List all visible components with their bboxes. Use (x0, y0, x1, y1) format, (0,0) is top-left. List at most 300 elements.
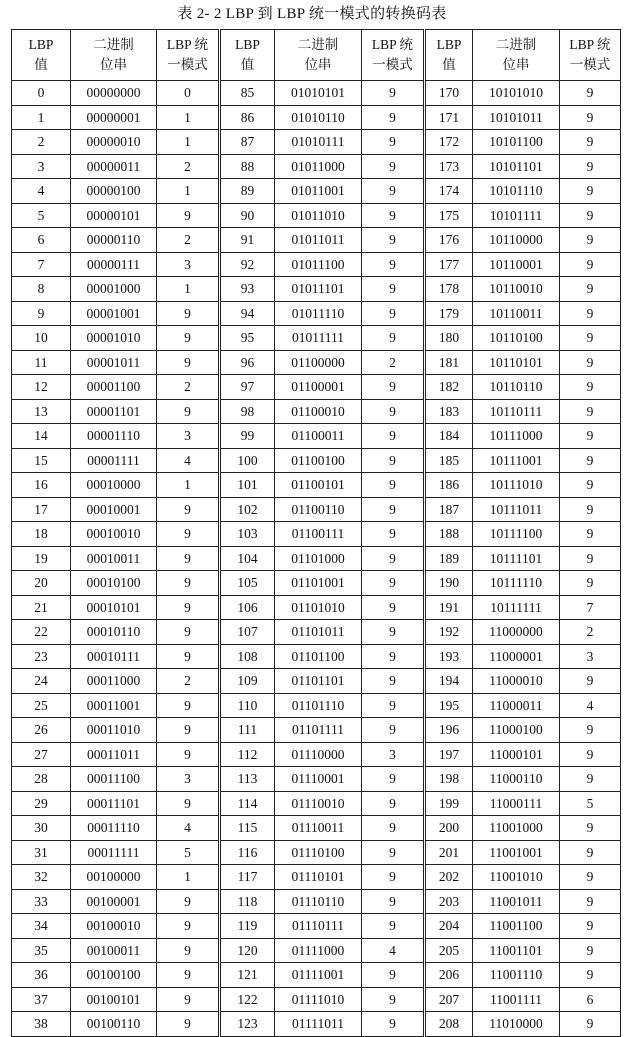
binary-string-cell: 01101110 (275, 693, 362, 718)
binary-string-cell: 11001111 (473, 987, 560, 1012)
binary-string-cell: 01100000 (275, 350, 362, 375)
lbp-value-cell: 170 (425, 81, 473, 106)
lbp-value-cell: 121 (220, 963, 275, 988)
uniform-pattern-cell: 9 (157, 326, 220, 351)
header-line: LBP (28, 37, 54, 52)
lbp-value-cell: 119 (220, 914, 275, 939)
binary-string-cell: 01100101 (275, 473, 362, 498)
binary-string-cell: 11001001 (473, 840, 560, 865)
binary-string-cell: 01101010 (275, 595, 362, 620)
uniform-pattern-cell: 9 (560, 938, 621, 963)
binary-string-cell: 10110001 (473, 252, 560, 277)
header-line: 值 (240, 57, 255, 72)
uniform-pattern-cell: 9 (560, 546, 621, 571)
table-row (12, 767, 621, 792)
lbp-value-cell: 96 (220, 350, 275, 375)
lbp-value-cell: 97 (220, 375, 275, 400)
lbp-value-cell: 92 (220, 252, 275, 277)
uniform-pattern-cell: 5 (560, 791, 621, 816)
table-row (12, 816, 621, 841)
lbp-value-cell: 7 (12, 252, 71, 277)
table-row (12, 326, 621, 351)
uniform-pattern-cell: 9 (362, 987, 425, 1012)
lbp-value-cell: 87 (220, 130, 275, 155)
lbp-value-cell: 105 (220, 571, 275, 596)
binary-string-cell: 01011000 (275, 154, 362, 179)
lbp-value-cell: 36 (12, 963, 71, 988)
header-uniform-pattern (362, 30, 425, 81)
header-line: 二进制 (297, 37, 339, 52)
lbp-value-cell: 178 (425, 277, 473, 302)
binary-string-cell: 00001000 (71, 277, 157, 302)
binary-string-cell: 00000011 (71, 154, 157, 179)
binary-string-cell: 01011100 (275, 252, 362, 277)
binary-string-cell: 01010111 (275, 130, 362, 155)
uniform-pattern-cell: 2 (157, 375, 220, 400)
binary-string-cell: 11000111 (473, 791, 560, 816)
uniform-pattern-cell: 9 (362, 693, 425, 718)
binary-string-cell: 10111010 (473, 473, 560, 498)
uniform-pattern-cell: 9 (157, 595, 220, 620)
binary-string-cell: 00010100 (71, 571, 157, 596)
binary-string-cell: 00010111 (71, 644, 157, 669)
table-row (12, 497, 621, 522)
uniform-pattern-cell: 9 (560, 277, 621, 302)
uniform-pattern-cell: 1 (157, 179, 220, 204)
lbp-value-cell: 183 (425, 399, 473, 424)
table-row (12, 375, 621, 400)
binary-string-cell: 00000100 (71, 179, 157, 204)
binary-string-cell: 00011111 (71, 840, 157, 865)
lbp-value-cell: 185 (425, 448, 473, 473)
binary-string-cell: 10101110 (473, 179, 560, 204)
uniform-pattern-cell: 9 (560, 914, 621, 939)
uniform-pattern-cell: 9 (362, 154, 425, 179)
uniform-pattern-cell: 9 (362, 399, 425, 424)
binary-string-cell: 10110111 (473, 399, 560, 424)
uniform-pattern-cell: 9 (560, 130, 621, 155)
lbp-value-cell: 181 (425, 350, 473, 375)
uniform-pattern-cell: 9 (362, 375, 425, 400)
binary-string-cell: 00100011 (71, 938, 157, 963)
uniform-pattern-cell: 9 (362, 1012, 425, 1037)
table-row (12, 203, 621, 228)
uniform-pattern-cell: 9 (560, 742, 621, 767)
uniform-pattern-cell: 9 (560, 154, 621, 179)
uniform-pattern-cell: 9 (560, 571, 621, 596)
lbp-value-cell: 93 (220, 277, 275, 302)
header-line: 位串 (502, 57, 530, 72)
lbp-value-cell: 201 (425, 840, 473, 865)
lbp-value-cell: 111 (220, 718, 275, 743)
lbp-value-cell: 31 (12, 840, 71, 865)
binary-string-cell: 01110111 (275, 914, 362, 939)
uniform-pattern-cell: 9 (157, 644, 220, 669)
uniform-pattern-cell: 9 (362, 277, 425, 302)
lbp-value-cell: 193 (425, 644, 473, 669)
table-row (12, 105, 621, 130)
lbp-conversion-table (11, 29, 621, 1037)
lbp-value-cell: 28 (12, 767, 71, 792)
uniform-pattern-cell: 9 (560, 963, 621, 988)
uniform-pattern-cell: 9 (362, 448, 425, 473)
binary-string-cell: 01011101 (275, 277, 362, 302)
uniform-pattern-cell: 9 (560, 105, 621, 130)
binary-string-cell: 11000101 (473, 742, 560, 767)
binary-string-cell: 10110000 (473, 228, 560, 253)
lbp-value-cell: 187 (425, 497, 473, 522)
uniform-pattern-cell: 9 (362, 81, 425, 106)
binary-string-cell: 11000100 (473, 718, 560, 743)
uniform-pattern-cell: 3 (157, 767, 220, 792)
lbp-value-cell: 6 (12, 228, 71, 253)
lbp-value-cell: 32 (12, 865, 71, 890)
uniform-pattern-cell: 9 (362, 424, 425, 449)
uniform-pattern-cell: 2 (362, 350, 425, 375)
lbp-value-cell: 184 (425, 424, 473, 449)
lbp-value-cell: 29 (12, 791, 71, 816)
uniform-pattern-cell: 9 (560, 301, 621, 326)
uniform-pattern-cell: 3 (157, 424, 220, 449)
lbp-value-cell: 101 (220, 473, 275, 498)
binary-string-cell: 11001110 (473, 963, 560, 988)
lbp-value-cell: 37 (12, 987, 71, 1012)
uniform-pattern-cell: 9 (157, 987, 220, 1012)
uniform-pattern-cell: 2 (157, 228, 220, 253)
table-row (12, 644, 621, 669)
lbp-value-cell: 190 (425, 571, 473, 596)
lbp-value-cell: 11 (12, 350, 71, 375)
lbp-value-cell: 85 (220, 81, 275, 106)
lbp-value-cell: 116 (220, 840, 275, 865)
table-row (12, 840, 621, 865)
binary-string-cell: 10110101 (473, 350, 560, 375)
binary-string-cell: 11001000 (473, 816, 560, 841)
header-line: LBP 统 (166, 37, 209, 52)
table-body (12, 81, 621, 1037)
binary-string-cell: 11000000 (473, 620, 560, 645)
header-uniform-pattern (560, 30, 621, 81)
header-lbp-value (220, 30, 275, 81)
lbp-value-cell: 13 (12, 399, 71, 424)
uniform-pattern-cell: 4 (157, 448, 220, 473)
lbp-value-cell: 200 (425, 816, 473, 841)
table-row (12, 424, 621, 449)
binary-string-cell: 01011110 (275, 301, 362, 326)
binary-string-cell: 00010001 (71, 497, 157, 522)
lbp-value-cell: 109 (220, 669, 275, 694)
lbp-value-cell: 2 (12, 130, 71, 155)
lbp-value-cell: 114 (220, 791, 275, 816)
header-line: LBP (436, 37, 462, 52)
binary-string-cell: 01110001 (275, 767, 362, 792)
lbp-value-cell: 104 (220, 546, 275, 571)
lbp-value-cell: 195 (425, 693, 473, 718)
lbp-value-cell: 112 (220, 742, 275, 767)
uniform-pattern-cell: 9 (362, 791, 425, 816)
binary-string-cell: 01101111 (275, 718, 362, 743)
uniform-pattern-cell: 9 (362, 889, 425, 914)
lbp-value-cell: 21 (12, 595, 71, 620)
binary-string-cell: 01111011 (275, 1012, 362, 1037)
lbp-value-cell: 9 (12, 301, 71, 326)
table-row (12, 620, 621, 645)
table-row (12, 522, 621, 547)
binary-string-cell: 00100110 (71, 1012, 157, 1037)
header-uniform-pattern (157, 30, 220, 81)
lbp-value-cell: 172 (425, 130, 473, 155)
lbp-value-cell: 20 (12, 571, 71, 596)
uniform-pattern-cell: 9 (362, 252, 425, 277)
uniform-pattern-cell: 9 (157, 718, 220, 743)
binary-string-cell: 00010011 (71, 546, 157, 571)
binary-string-cell: 00100000 (71, 865, 157, 890)
table-row (12, 473, 621, 498)
uniform-pattern-cell: 9 (560, 350, 621, 375)
uniform-pattern-cell: 1 (157, 130, 220, 155)
uniform-pattern-cell: 9 (362, 620, 425, 645)
uniform-pattern-cell: 9 (157, 938, 220, 963)
binary-string-cell: 00100001 (71, 889, 157, 914)
binary-string-cell: 01110110 (275, 889, 362, 914)
uniform-pattern-cell: 9 (560, 1012, 621, 1037)
binary-string-cell: 11001011 (473, 889, 560, 914)
lbp-value-cell: 204 (425, 914, 473, 939)
lbp-value-cell: 91 (220, 228, 275, 253)
uniform-pattern-cell: 3 (157, 252, 220, 277)
binary-string-cell: 10111111 (473, 595, 560, 620)
lbp-value-cell: 207 (425, 987, 473, 1012)
lbp-value-cell: 95 (220, 326, 275, 351)
binary-string-cell: 10110100 (473, 326, 560, 351)
lbp-value-cell: 110 (220, 693, 275, 718)
lbp-value-cell: 23 (12, 644, 71, 669)
uniform-pattern-cell: 9 (560, 252, 621, 277)
uniform-pattern-cell: 9 (560, 767, 621, 792)
uniform-pattern-cell: 9 (560, 399, 621, 424)
uniform-pattern-cell: 9 (362, 326, 425, 351)
uniform-pattern-cell: 3 (362, 742, 425, 767)
uniform-pattern-cell: 9 (157, 571, 220, 596)
binary-string-cell: 01101001 (275, 571, 362, 596)
lbp-value-cell: 189 (425, 546, 473, 571)
lbp-value-cell: 12 (12, 375, 71, 400)
uniform-pattern-cell: 0 (157, 81, 220, 106)
binary-string-cell: 00100100 (71, 963, 157, 988)
binary-string-cell: 00001101 (71, 399, 157, 424)
uniform-pattern-cell: 9 (560, 840, 621, 865)
uniform-pattern-cell: 5 (157, 840, 220, 865)
lbp-value-cell: 88 (220, 154, 275, 179)
uniform-pattern-cell: 9 (560, 228, 621, 253)
binary-string-cell: 00100101 (71, 987, 157, 1012)
lbp-value-cell: 113 (220, 767, 275, 792)
table-title: 表 2- 2 LBP 到 LBP 统一模式的转换码表 (177, 6, 447, 22)
header-line: 位串 (100, 57, 127, 72)
table-row (12, 571, 621, 596)
uniform-pattern-cell: 9 (362, 914, 425, 939)
header-line: 位串 (304, 57, 332, 72)
binary-string-cell: 11000001 (473, 644, 560, 669)
lbp-value-cell: 24 (12, 669, 71, 694)
header-binary-string (71, 30, 157, 81)
uniform-pattern-cell: 9 (560, 203, 621, 228)
table-row (12, 399, 621, 424)
lbp-value-cell: 5 (12, 203, 71, 228)
lbp-value-cell: 203 (425, 889, 473, 914)
lbp-value-cell: 27 (12, 742, 71, 767)
uniform-pattern-cell: 9 (362, 497, 425, 522)
binary-string-cell: 11001010 (473, 865, 560, 890)
lbp-value-cell: 197 (425, 742, 473, 767)
uniform-pattern-cell: 1 (157, 277, 220, 302)
table-row (12, 914, 621, 939)
binary-string-cell: 10101010 (473, 81, 560, 106)
lbp-value-cell: 38 (12, 1012, 71, 1037)
binary-string-cell: 10110110 (473, 375, 560, 400)
binary-string-cell: 00010110 (71, 620, 157, 645)
binary-string-cell: 11010000 (473, 1012, 560, 1037)
binary-string-cell: 01101000 (275, 546, 362, 571)
uniform-pattern-cell: 9 (157, 350, 220, 375)
uniform-pattern-cell: 9 (560, 669, 621, 694)
binary-string-cell: 10111011 (473, 497, 560, 522)
table-row (12, 448, 621, 473)
lbp-value-cell: 118 (220, 889, 275, 914)
lbp-value-cell: 0 (12, 81, 71, 106)
table-row (12, 693, 621, 718)
lbp-value-cell: 89 (220, 179, 275, 204)
lbp-value-cell: 26 (12, 718, 71, 743)
binary-string-cell: 01011011 (275, 228, 362, 253)
binary-string-cell: 00011100 (71, 767, 157, 792)
lbp-value-cell: 198 (425, 767, 473, 792)
binary-string-cell: 00011001 (71, 693, 157, 718)
uniform-pattern-cell: 9 (362, 767, 425, 792)
table-row (12, 154, 621, 179)
table-row (12, 81, 621, 106)
binary-string-cell: 01100011 (275, 424, 362, 449)
binary-string-cell: 00000110 (71, 228, 157, 253)
binary-string-cell: 00010010 (71, 522, 157, 547)
lbp-value-cell: 208 (425, 1012, 473, 1037)
binary-string-cell: 10111000 (473, 424, 560, 449)
uniform-pattern-cell: 9 (362, 963, 425, 988)
lbp-value-cell: 115 (220, 816, 275, 841)
table-row (12, 987, 621, 1012)
binary-string-cell: 01011001 (275, 179, 362, 204)
binary-string-cell: 01100111 (275, 522, 362, 547)
uniform-pattern-cell: 9 (157, 301, 220, 326)
uniform-pattern-cell: 6 (560, 987, 621, 1012)
binary-string-cell: 01111001 (275, 963, 362, 988)
lbp-value-cell: 18 (12, 522, 71, 547)
lbp-value-cell: 102 (220, 497, 275, 522)
uniform-pattern-cell: 9 (560, 375, 621, 400)
binary-string-cell: 01100110 (275, 497, 362, 522)
uniform-pattern-cell: 9 (157, 522, 220, 547)
lbp-value-cell: 25 (12, 693, 71, 718)
lbp-value-cell: 33 (12, 889, 71, 914)
binary-string-cell: 10101101 (473, 154, 560, 179)
table-row (12, 791, 621, 816)
binary-string-cell: 11001100 (473, 914, 560, 939)
uniform-pattern-cell: 9 (157, 693, 220, 718)
table-row (12, 301, 621, 326)
uniform-pattern-cell: 9 (362, 546, 425, 571)
table-row (12, 277, 621, 302)
lbp-value-cell: 199 (425, 791, 473, 816)
binary-string-cell: 01110100 (275, 840, 362, 865)
lbp-value-cell: 120 (220, 938, 275, 963)
binary-string-cell: 00100010 (71, 914, 157, 939)
uniform-pattern-cell: 9 (362, 865, 425, 890)
lbp-value-cell: 16 (12, 473, 71, 498)
lbp-value-cell: 107 (220, 620, 275, 645)
binary-string-cell: 11000110 (473, 767, 560, 792)
header-line: 值 (34, 57, 48, 72)
uniform-pattern-cell: 4 (157, 816, 220, 841)
table-row (12, 718, 621, 743)
header-line: 二进制 (93, 37, 134, 52)
header-line: LBP 统 (569, 37, 611, 52)
lbp-value-cell: 176 (425, 228, 473, 253)
binary-string-cell: 00001010 (71, 326, 157, 351)
uniform-pattern-cell: 9 (157, 497, 220, 522)
binary-string-cell: 00011000 (71, 669, 157, 694)
binary-string-cell: 10110010 (473, 277, 560, 302)
uniform-pattern-cell: 9 (157, 399, 220, 424)
uniform-pattern-cell: 9 (560, 448, 621, 473)
binary-string-cell: 10111100 (473, 522, 560, 547)
lbp-value-cell: 35 (12, 938, 71, 963)
table-row (12, 889, 621, 914)
uniform-pattern-cell: 9 (362, 105, 425, 130)
uniform-pattern-cell: 7 (560, 595, 621, 620)
uniform-pattern-cell: 9 (157, 914, 220, 939)
lbp-value-cell: 98 (220, 399, 275, 424)
lbp-value-cell: 191 (425, 595, 473, 620)
binary-string-cell: 00000010 (71, 130, 157, 155)
lbp-value-cell: 206 (425, 963, 473, 988)
table-row (12, 669, 621, 694)
uniform-pattern-cell: 9 (362, 571, 425, 596)
binary-string-cell: 01111000 (275, 938, 362, 963)
lbp-value-cell: 1 (12, 105, 71, 130)
binary-string-cell: 11000011 (473, 693, 560, 718)
header-lbp-value (12, 30, 71, 81)
binary-string-cell: 01101100 (275, 644, 362, 669)
lbp-value-cell: 4 (12, 179, 71, 204)
header-line: 一模式 (167, 57, 208, 72)
binary-string-cell: 10111110 (473, 571, 560, 596)
lbp-value-cell: 10 (12, 326, 71, 351)
header-row (12, 30, 621, 81)
binary-string-cell: 10111101 (473, 546, 560, 571)
table-row (12, 742, 621, 767)
uniform-pattern-cell: 9 (560, 326, 621, 351)
uniform-pattern-cell: 9 (362, 644, 425, 669)
table-row (12, 130, 621, 155)
binary-string-cell: 00001110 (71, 424, 157, 449)
table-row (12, 595, 621, 620)
uniform-pattern-cell: 9 (362, 179, 425, 204)
lbp-value-cell: 117 (220, 865, 275, 890)
lbp-value-cell: 186 (425, 473, 473, 498)
lbp-value-cell: 180 (425, 326, 473, 351)
binary-string-cell: 01101101 (275, 669, 362, 694)
lbp-value-cell: 177 (425, 252, 473, 277)
